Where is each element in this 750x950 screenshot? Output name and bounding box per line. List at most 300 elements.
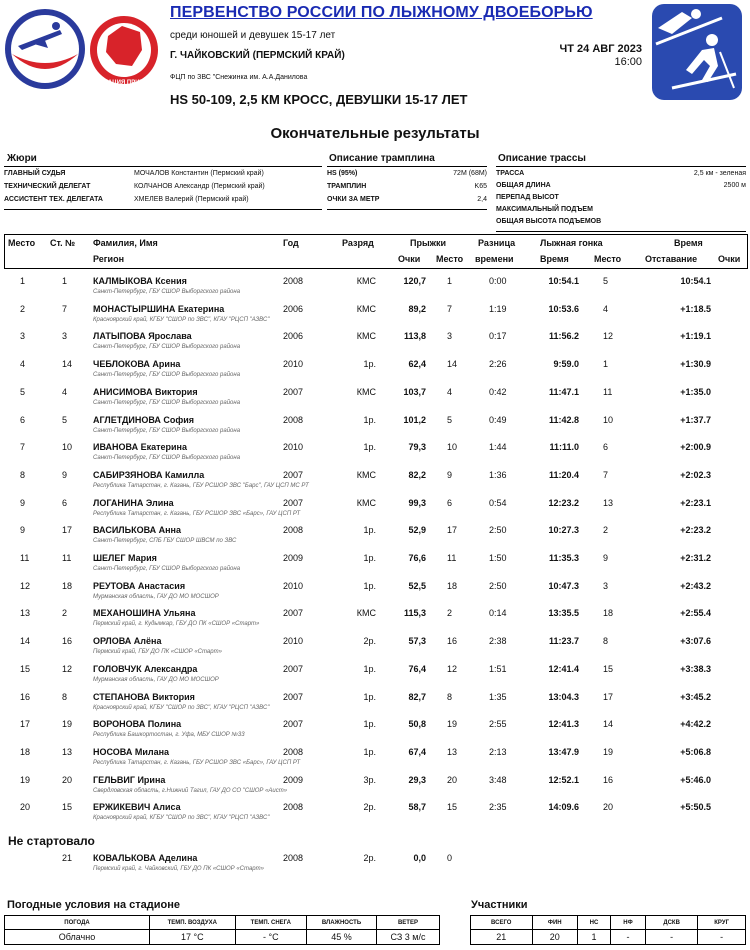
birth-year: 2007	[283, 719, 304, 730]
time-diff: 0:54	[489, 497, 507, 508]
place: 18	[20, 746, 31, 757]
jury-row: АССИСТЕНТ ТЕХ. ДЕЛЕГАТА ХМЕЛЕВ Валерий (Пермский край)	[4, 196, 249, 203]
athlete-region: Пермский край, ГБУ ДО ПК «СШОР «Старт»	[93, 649, 222, 656]
jump-points: 50,8	[408, 719, 426, 730]
result-row	[0, 714, 750, 742]
weather-v-2: - °C	[235, 930, 306, 945]
bib: 6	[62, 497, 68, 508]
rank: 1р.	[363, 663, 376, 674]
course-row: ОБЩАЯ ДЛИНА 2500 м	[496, 181, 746, 189]
athlete-name: ВОРОНОВА Полина	[93, 719, 182, 730]
jump-place: 20	[447, 774, 458, 785]
time-diff: 2:26	[489, 359, 507, 370]
bib: 19	[62, 719, 73, 730]
ski-place: 3	[603, 580, 609, 591]
jump-points: 29,3	[408, 774, 426, 785]
bib: 16	[62, 636, 73, 647]
dns-rank: 2р.	[363, 853, 376, 863]
ski-time: 11:47.1	[548, 386, 579, 397]
prikamye-federation-logo	[88, 6, 160, 94]
time-diff: 0:42	[489, 386, 507, 397]
ski-place: 18	[603, 608, 614, 619]
birth-year: 2008	[283, 525, 304, 536]
gap: +1:18.5	[680, 303, 711, 314]
result-row	[0, 520, 750, 548]
birth-year: 2007	[283, 691, 304, 702]
hill-title: Описание трамплина	[329, 153, 435, 164]
bib: 9	[62, 469, 68, 480]
weather-h-1: ТЕМП. ВОЗДУХА	[150, 916, 236, 930]
birth-year: 2010	[283, 636, 304, 647]
jump-points: 89,2	[408, 303, 426, 314]
place: 14	[20, 636, 31, 647]
rank: 1р.	[363, 691, 376, 702]
birth-year: 2008	[283, 746, 304, 757]
ski-place: 9	[603, 553, 609, 563]
athlete-region: Санкт-Петербург, ГБУ СШОР Выборгского района	[93, 566, 241, 572]
result-row	[0, 437, 750, 465]
header-bottom-rule	[4, 268, 748, 269]
place: 2	[20, 303, 26, 314]
place: 9	[20, 497, 26, 508]
place: 9	[20, 525, 26, 536]
gap: +2:31.2	[680, 553, 711, 563]
rank: 2р.	[363, 802, 376, 813]
dns-name: КОВАЛЬКОВА Аделина	[93, 853, 198, 863]
weather-h-2: ТЕМП. СНЕГА	[235, 916, 306, 930]
place: 4	[20, 359, 26, 370]
time-diff: 0:14	[489, 608, 507, 619]
bib: 12	[62, 663, 73, 674]
bib: 14	[62, 359, 73, 370]
weather-h-0: ПОГОДА	[5, 916, 150, 930]
place: 6	[20, 414, 26, 425]
col-total-points: Очки	[718, 254, 741, 264]
event-title: ПЕРВЕНСТВО РОССИИ ПО ЛЫЖНОМУ ДВОЕБОРЬЮ	[170, 4, 593, 21]
time-diff: 1:44	[489, 442, 507, 453]
rank: 2р.	[363, 636, 376, 647]
result-row	[0, 742, 750, 770]
time-diff: 1:36	[489, 469, 507, 480]
col-ski-place: Место	[594, 254, 622, 264]
time-diff: 2:13	[489, 746, 507, 757]
jump-place: 3	[447, 331, 453, 342]
gap: 10:54.1	[680, 276, 711, 286]
gap: +2:00.9	[680, 442, 711, 453]
col-bib: Ст. №	[50, 238, 76, 248]
jump-place: 14	[447, 359, 458, 370]
athlete-region: Красноярский край, КГБУ "СШОР по ЗВС", КГАУ "РЦСП "АЗВС"	[93, 815, 270, 822]
ski-time: 13:35.5	[548, 608, 579, 619]
athlete-region: Красноярский край, КГБУ "СШОР по ЗВС", КГАУ "РЦСП "АЗВС"	[93, 316, 270, 323]
ski-place: 15	[603, 663, 614, 674]
gap: +2:43.2	[680, 580, 711, 591]
part-v-5: -	[698, 930, 746, 945]
part-h-1: ФИН	[532, 916, 577, 930]
athlete-region: Республика Башкортостан, г. Уфа, МБУ СШОР №33	[93, 732, 245, 739]
bib: 20	[62, 774, 73, 785]
result-row	[0, 603, 750, 631]
part-v-3: -	[611, 930, 646, 945]
athlete-region: Свердловская область, г.Нижний Тагил, ГАУ ДО СО "СШОР «Аист»	[93, 787, 288, 794]
athlete-region: Пермский край, г. Кудымкар, ГБУ ДО ПК «СШОР «Старт»	[93, 621, 260, 628]
nordic-combined-pictogram	[652, 4, 742, 100]
jump-place: 19	[447, 719, 458, 730]
result-row	[0, 382, 750, 410]
time-diff: 3:48	[489, 774, 507, 785]
birth-year: 2008	[283, 276, 304, 286]
time-diff: 2:50	[489, 525, 507, 536]
ski-place: 2	[603, 525, 609, 536]
place: 16	[20, 691, 31, 702]
athlete-name: ЕРЖИКЕВИЧ Алиса	[93, 802, 181, 813]
bib: 17	[62, 525, 73, 536]
federation-logo	[4, 8, 86, 90]
athlete-region: Санкт-Петербург, ГБУ СШОР Выборгского района	[93, 455, 241, 462]
col-place: Место	[8, 238, 36, 248]
ski-time: 12:41.3	[548, 719, 579, 730]
bib: 2	[62, 608, 68, 619]
birth-year: 2009	[283, 553, 304, 563]
result-row	[0, 631, 750, 659]
ski-time: 11:56.2	[548, 331, 579, 342]
ski-time: 12:41.4	[548, 663, 579, 674]
jump-place: 8	[447, 691, 453, 702]
rank: КМС	[356, 303, 376, 314]
jump-place: 9	[447, 469, 453, 480]
header-right-rule	[747, 234, 748, 269]
athlete-region: Санкт-Петербург, ГБУ СШОР Выборгского района	[93, 289, 241, 295]
race-title: HS 50-109, 2,5 КМ КРОСС, ДЕВУШКИ 15-17 ЛЕТ	[170, 92, 468, 107]
jump-place: 5	[447, 414, 453, 425]
rank: 1р.	[363, 746, 376, 757]
time-diff: 1:19	[489, 303, 507, 314]
ski-time: 11:11.0	[549, 442, 579, 453]
jump-points: 99,3	[408, 497, 426, 508]
dns-region: Пермский край, г. Чайковский, ГБУ ДО ПК «СШОР «Старт»	[93, 866, 264, 872]
course-row: МАКСИМАЛЬНЫЙ ПОДЪЕМ	[496, 205, 593, 213]
bib: 10	[62, 442, 73, 453]
ski-place: 5	[603, 276, 609, 286]
ski-time: 10:53.6	[548, 303, 579, 314]
jump-place: 6	[447, 497, 453, 508]
gap: +1:30.9	[680, 359, 711, 370]
gap: +3:38.3	[680, 663, 711, 674]
jump-place: 16	[447, 636, 458, 647]
result-row	[0, 354, 750, 382]
athlete-name: ЧЕБЛОКОВА Арина	[93, 359, 181, 370]
time-diff: 0:00	[489, 276, 507, 286]
hill-row: ТРАМПЛИН K65	[327, 183, 487, 190]
athlete-name: НОСОВА Милана	[93, 746, 170, 757]
result-row	[0, 493, 750, 521]
place: 17	[20, 719, 31, 730]
ski-place: 19	[603, 746, 614, 757]
ski-place: 8	[603, 636, 609, 647]
rank: 3р.	[363, 774, 376, 785]
col-year: Год	[283, 238, 299, 248]
ski-time: 9:59.0	[553, 359, 579, 370]
course-row: ТРАССА 2,5 км - зеленая	[496, 169, 746, 177]
result-row	[0, 465, 750, 493]
jump-points: 101,2	[403, 414, 426, 425]
result-row	[0, 271, 750, 299]
jump-place: 1	[447, 276, 453, 286]
time-diff: 0:49	[489, 414, 507, 425]
part-h-2: НС	[577, 916, 610, 930]
result-row	[0, 659, 750, 687]
part-v-0: 21	[471, 930, 533, 945]
dns-row	[0, 850, 750, 878]
bib: 5	[62, 414, 68, 425]
ski-place: 4	[603, 303, 609, 314]
col-jumps: Прыжки	[410, 238, 447, 248]
ski-time: 11:42.8	[548, 414, 579, 425]
rank: КМС	[356, 331, 376, 342]
gap: +2:23.2	[680, 525, 711, 536]
gap: +1:35.0	[680, 386, 711, 397]
birth-year: 2010	[283, 442, 304, 453]
col-total: Время	[674, 238, 703, 248]
jump-points: 62,4	[408, 359, 426, 370]
jump-points: 76,4	[408, 663, 426, 674]
bib: 15	[62, 802, 73, 813]
athlete-name: АНИСИМОВА Виктория	[93, 386, 198, 397]
athlete-name: ИВАНОВА Екатерина	[93, 442, 187, 453]
place: 1	[20, 276, 26, 286]
jump-place: 11	[447, 553, 457, 563]
place: 15	[20, 663, 31, 674]
time-diff: 0:17	[489, 331, 507, 342]
ski-time: 13:04.3	[548, 691, 579, 702]
event-location: Г. ЧАЙКОВСКИЙ (ПЕРМСКИЙ КРАЙ)	[170, 50, 345, 61]
part-h-0: ВСЕГО	[471, 916, 533, 930]
bib: 11	[62, 553, 72, 563]
athlete-name: СТЕПАНОВА Виктория	[93, 691, 195, 702]
athlete-name: САБИРЗЯНОВА Камилла	[93, 469, 205, 480]
time-diff: 2:38	[489, 636, 507, 647]
time-diff: 2:55	[489, 719, 507, 730]
bib: 8	[62, 691, 68, 702]
weather-title: Погодные условия на стадионе	[7, 899, 181, 911]
place: 12	[20, 580, 31, 591]
rank: 1р.	[363, 719, 376, 730]
gap: +5:46.0	[680, 774, 711, 785]
fed-logo-text: ФЕДЕРАЦИЯ ПРИКАМЬЯ	[88, 80, 160, 86]
hill-row: ОЧКИ ЗА МЕТР 2,4	[327, 196, 487, 203]
dns-jump-place: 0	[447, 853, 453, 863]
athlete-region: Республика Татарстан, г. Казань, ГБУ РСШОР ЗВС "Барс", ГАУ ЦСП МС РТ	[93, 482, 309, 489]
result-row	[0, 548, 750, 576]
ski-time: 12:23.2	[548, 497, 579, 508]
jury-title: Жюри	[7, 153, 37, 164]
dns-year: 2008	[283, 853, 304, 863]
ski-place: 7	[603, 469, 609, 480]
place: 19	[20, 774, 31, 785]
athlete-name: КАЛМЫКОВА Ксения	[93, 276, 187, 286]
place: 8	[20, 469, 26, 480]
jump-points: 52,9	[408, 525, 426, 536]
course-title: Описание трассы	[498, 153, 586, 164]
result-row	[0, 797, 750, 825]
birth-year: 2010	[283, 359, 304, 370]
jump-points: 113,8	[403, 331, 426, 342]
athlete-region: Республика Татарстан, г. Казань, ГБУ РСШОР ЗВС «Барс», ГАУ ЦСП РТ	[93, 759, 301, 766]
athlete-name: ГЕЛЬВИГ Ирина	[93, 774, 166, 785]
gap: +3:45.2	[680, 691, 711, 702]
rank: КМС	[356, 386, 376, 397]
jury-box	[4, 166, 322, 210]
athlete-region: Санкт-Петербург, СПБ ГБУ СШОР ШВСМ по ЗВС	[93, 538, 237, 545]
athlete-name: АГЛЕТДИНОВА София	[93, 414, 195, 425]
bib: 4	[62, 386, 68, 397]
athlete-region: Красноярский край, КГБУ "СШОР по ЗВС", КГАУ "РЦСП "АЗВС"	[93, 704, 270, 711]
col-jump-place: Место	[436, 254, 464, 264]
ski-place: 1	[603, 359, 609, 370]
ski-place: 16	[603, 774, 614, 785]
athlete-name: РЕУТОВА Анастасия	[93, 580, 186, 591]
birth-year: 2007	[283, 469, 304, 480]
ski-place: 11	[603, 386, 613, 397]
time-diff: 2:50	[489, 580, 507, 591]
dns-bib: 21	[62, 853, 73, 863]
place: 13	[20, 608, 31, 619]
participants-title: Участники	[471, 899, 528, 911]
athlete-region: Санкт-Петербург, ГБУ СШОР Выборгского района	[93, 372, 241, 379]
weather-table	[4, 915, 440, 945]
ski-place: 17	[603, 691, 614, 702]
ski-time: 14:09.6	[548, 802, 579, 813]
event-time: 16:00	[614, 56, 642, 68]
col-ski: Лыжная гонка	[540, 238, 603, 248]
jury-row: ГЛАВНЫЙ СУДЬЯ МОЧАЛОВ Константин (Пермский край)	[4, 170, 264, 177]
results-title: Окончательные результаты	[270, 125, 480, 142]
athlete-region: Санкт-Петербург, ГБУ СШОР Выборгского района	[93, 427, 241, 434]
dns-points: 0,0	[413, 853, 426, 863]
col-name: Фамилия, Имя	[93, 238, 158, 248]
part-v-2: 1	[577, 930, 610, 945]
birth-year: 2008	[283, 414, 304, 425]
weather-v-3: 45 %	[307, 930, 377, 945]
ski-time: 13:47.9	[548, 746, 579, 757]
gap: +2:55.4	[680, 608, 711, 619]
place: 7	[20, 442, 26, 453]
part-v-4: -	[645, 930, 697, 945]
gap: +4:42.2	[680, 719, 711, 730]
jump-place: 15	[447, 802, 458, 813]
rank: 1р.	[363, 359, 376, 370]
athlete-region: Мурманская область, ГАУ ДО МО МОСШОР	[93, 676, 219, 683]
jump-points: 115,3	[403, 608, 426, 619]
place: 3	[20, 331, 26, 342]
athlete-name: ОРЛОВА Алёна	[93, 636, 162, 647]
ski-place: 13	[603, 497, 614, 508]
ski-time: 10:27.3	[548, 525, 579, 536]
time-diff: 1:51	[489, 663, 507, 674]
jump-points: 82,2	[408, 469, 426, 480]
gap: +1:19.1	[680, 331, 711, 342]
participants-table	[470, 915, 746, 945]
hill-box	[327, 166, 487, 210]
jump-place: 12	[447, 663, 458, 674]
ski-time: 10:47.3	[548, 580, 579, 591]
ski-place: 20	[603, 802, 614, 813]
rank: 1р.	[363, 553, 376, 563]
athlete-name: ВАСИЛЬКОВА Анна	[93, 525, 182, 536]
athlete-name: ШЕЛЕГ Мария	[93, 553, 157, 563]
birth-year: 2006	[283, 303, 304, 314]
part-h-3: НФ	[611, 916, 646, 930]
ski-time: 12:52.1	[548, 774, 579, 785]
time-diff: 2:35	[489, 802, 507, 813]
weather-v-4: СЗ 3 м/с	[376, 930, 439, 945]
jump-points: 79,3	[408, 442, 426, 453]
jump-place: 13	[447, 746, 458, 757]
athlete-name: МЕХАНОШИНА Ульяна	[93, 608, 196, 619]
bib: 18	[62, 580, 73, 591]
place: 11	[20, 553, 30, 563]
bib: 13	[62, 746, 73, 757]
col-diff: Разница	[478, 238, 516, 248]
result-row	[0, 326, 750, 354]
birth-year: 2007	[283, 663, 304, 674]
rank: КМС	[356, 276, 376, 286]
jump-place: 17	[447, 525, 458, 536]
gap: +2:02.3	[680, 469, 711, 480]
jump-points: 58,7	[408, 802, 426, 813]
athlete-name: ГОЛОВЧУК Александра	[93, 663, 198, 674]
ski-time: 10:54.1	[548, 276, 579, 286]
weather-h-3: ВЛАЖНОСТЬ	[307, 916, 377, 930]
col-region: Регион	[93, 254, 124, 264]
result-row	[0, 770, 750, 798]
course-row: ОБЩАЯ ВЫСОТА ПОДЪЕМОВ	[496, 217, 602, 225]
athlete-name: ЛАТЫПОВА Ярослава	[93, 331, 192, 342]
result-row	[0, 687, 750, 715]
birth-year: 2007	[283, 386, 304, 397]
gap: +3:07.6	[680, 636, 711, 647]
jump-points: 67,4	[408, 746, 426, 757]
col-rank: Разряд	[342, 238, 374, 248]
athlete-region: Санкт-Петербург, ГБУ СШОР Выборгского района	[93, 399, 241, 406]
birth-year: 2010	[283, 580, 304, 591]
hill-row: HS (95%) 72M (68M)	[327, 170, 487, 177]
gap: +5:50.5	[680, 802, 711, 813]
birth-year: 2008	[283, 802, 304, 813]
rank: КМС	[356, 469, 376, 480]
jury-row: ТЕХНИЧЕСКИЙ ДЕЛЕГАТ КОЛЧАНОВ Александр (Пермский край)	[4, 183, 265, 190]
event-date: ЧТ 24 АВГ 2023	[559, 43, 642, 55]
dns-title: Не стартовало	[8, 834, 95, 848]
jump-points: 76,6	[408, 553, 426, 563]
gap: +1:37.7	[680, 414, 711, 425]
part-h-5: КРУГ	[698, 916, 746, 930]
result-row	[0, 576, 750, 604]
col-ski-time: Время	[540, 254, 569, 264]
course-box	[496, 166, 746, 232]
place: 5	[20, 386, 26, 397]
rank: 1р.	[363, 580, 376, 591]
athlete-name: ЛОГАНИНА Элина	[93, 497, 174, 508]
jump-place: 10	[447, 442, 458, 453]
bib: 3	[62, 331, 68, 342]
weather-h-4: ВЕТЕР	[376, 916, 439, 930]
ski-place: 14	[603, 719, 614, 730]
bib: 7	[62, 303, 68, 314]
ski-time: 11:23.7	[548, 636, 579, 647]
weather-v-1: 17 °C	[150, 930, 236, 945]
jump-place: 7	[447, 303, 453, 314]
